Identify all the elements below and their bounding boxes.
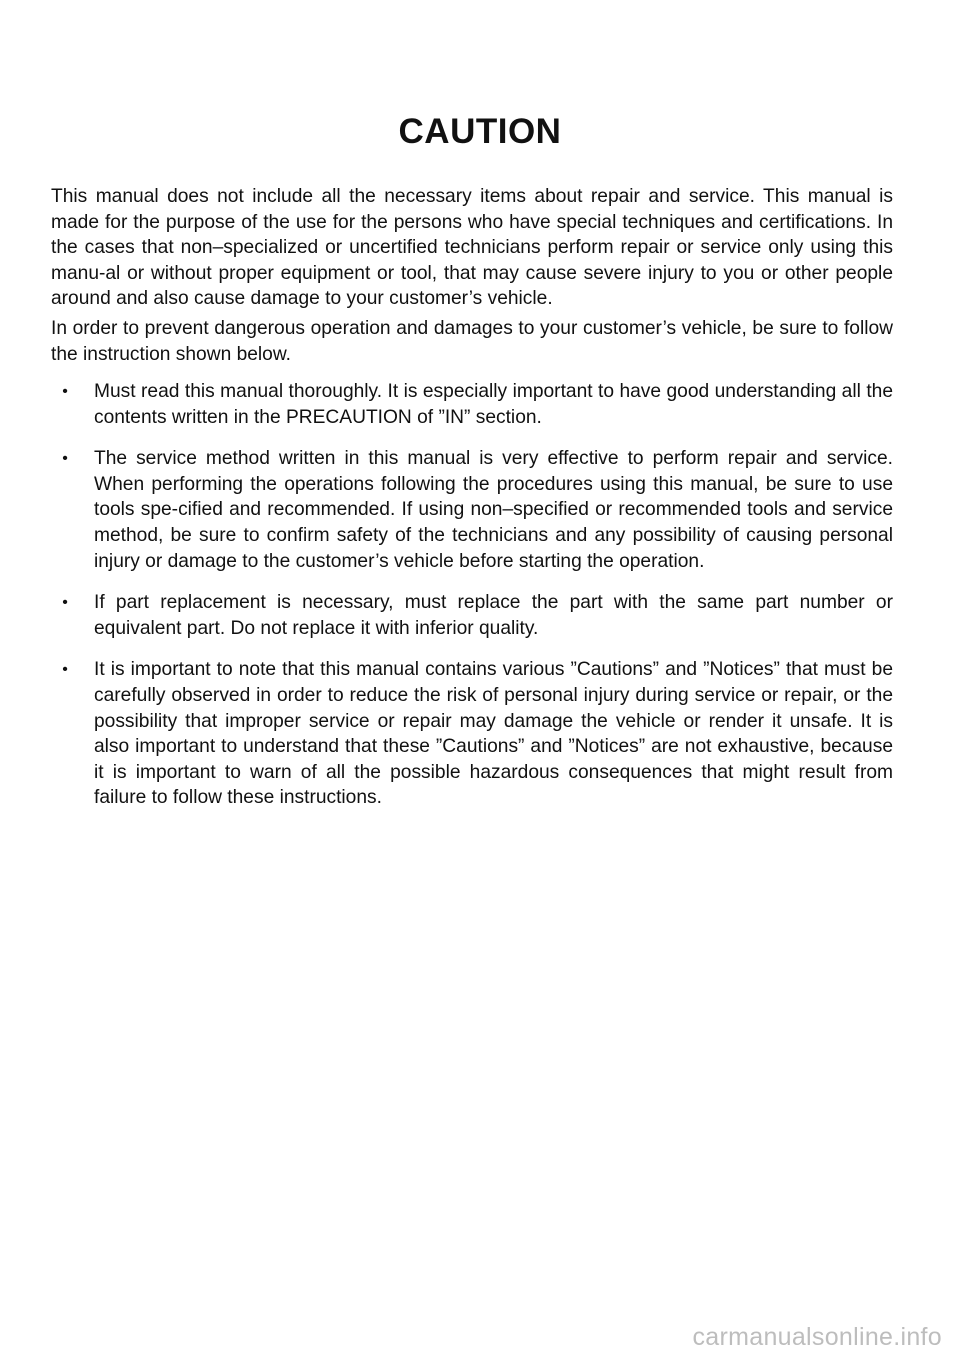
instruction-list xyxy=(51,379,893,827)
bullet-icon: • xyxy=(62,661,68,679)
bullet-icon: • xyxy=(62,450,68,468)
list-item-text: If part replacement is necessary, must replace the part with the same part number or equivalent part. Do not replace it with inferior quality. xyxy=(94,592,893,639)
page-title: CAUTION xyxy=(398,112,562,151)
list-item xyxy=(51,379,893,430)
intro-paragraph: This manual does not include all the necessary items about repair and service. This manual is made for the purpose of the use for the persons who have special techniques and certifications. In the cases that non–specialized or uncertified technicians perform repair or service only using this manu-al or without proper equipment or tool, that may cause severe injury to you or other people around and also cause damage to your customer’s vehicle. xyxy=(51,186,893,310)
list-item-text: It is important to note that this manual contains various ”Cautions” and ”Notices” that must be carefully observed in order to reduce the risk of personal injury during service or repair, or the possibility that improper service or repair may damage the vehicle or render it unsafe. It is also important to understand that these ”Cautions” and ”Notices” are not exhaustive, because it is important to warn of all the possible hazardous consequences that might result from failure to follow these instructions. xyxy=(94,659,893,809)
list-item-text: The service method written in this manual is very effective to perform repair and service. When performing the operations following the procedures using this manual, be sure to use tools spe-cified and recommended. If using non–specified or recommended tools and service method, be sure to confirm safety of the technicians and any possibility of causing personal injury or damage to the customer’s vehicle before starting the operation. xyxy=(94,448,893,572)
list-item xyxy=(51,590,893,641)
list-item-text: Must read this manual thoroughly. It is especially important to have good understanding all the contents written in the PRECAUTION of ”IN” section. xyxy=(94,381,893,428)
watermark: carmanualsonline.info xyxy=(692,1323,942,1351)
instruction-paragraph: In order to prevent dangerous operation and damages to your customer’s vehicle, be sure to follow the instruction shown below. xyxy=(51,318,893,365)
bullet-icon: • xyxy=(62,594,68,612)
list-item xyxy=(51,657,893,811)
list-item xyxy=(51,446,893,574)
bullet-icon: • xyxy=(62,383,68,400)
